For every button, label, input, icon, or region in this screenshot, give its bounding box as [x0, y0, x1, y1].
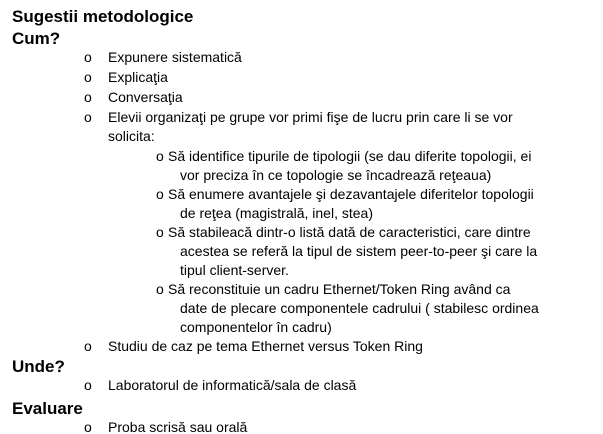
- list-item-line: solicita:: [108, 128, 155, 144]
- sub-list-item-line: acestea se referă la tipul de sistem peer-to-peer şi care la: [180, 243, 538, 259]
- list-item-text: Laboratorul de informatică/sala de clasă: [108, 377, 357, 393]
- list-item-text: Conversaţia: [108, 89, 183, 105]
- heading-cum: Cum?: [12, 29, 61, 48]
- sub-list-item-line: Să identifice tipurile de tipologii (se dau diferite topologii, ei: [168, 148, 532, 164]
- sub-list-item-line: vor preciza în ce topologie se încadrează reţeaua): [180, 167, 492, 183]
- sub-list-item-text: [168, 185, 588, 223]
- sub-list-item-line: de reţea (magistrală, inel, stea): [180, 205, 373, 221]
- sub-list-item-text: [168, 223, 588, 280]
- list-item-text: Proba scrisă sau orală: [108, 419, 248, 434]
- bullet-marker: o: [84, 69, 92, 85]
- list-item-text: [108, 108, 578, 146]
- bullet-marker: o: [156, 148, 164, 164]
- list-item-text: Studiu de caz pe tema Ethernet versus Token Ring: [108, 338, 423, 354]
- sub-list-item-line: date de plecare componentele cadrului ( stabilesc ordinea: [180, 300, 539, 316]
- sub-list-item-line: Să enumere avantajele şi dezavantajele diferitelor topologii: [168, 186, 534, 202]
- list-item-text: Expunere sistematică: [108, 49, 242, 65]
- bullet-marker: o: [84, 338, 92, 354]
- bullet-marker: o: [84, 377, 92, 393]
- sub-list-item-text: [168, 147, 588, 185]
- bullet-marker: o: [84, 89, 92, 105]
- bullet-marker: o: [156, 186, 164, 202]
- bullet-marker: o: [156, 281, 164, 297]
- bullet-marker: o: [84, 109, 92, 125]
- heading-evaluare: Evaluare: [12, 399, 83, 418]
- sub-list-item-line: tipul client-server.: [180, 262, 289, 278]
- bullet-marker: o: [156, 224, 164, 240]
- list-item-text: Explicaţia: [108, 69, 168, 85]
- list-item-line: Elevii organizaţi pe grupe vor primi fişe de lucru prin care li se vor: [108, 109, 513, 125]
- heading-unde: Unde?: [12, 357, 65, 376]
- sub-list-item-line: componentelor în cadru): [180, 319, 332, 335]
- document-title: Sugestii metodologice: [12, 7, 194, 26]
- sub-list-item-line: Să stabileacă dintr-o listă dată de caracteristici, care dintre: [168, 224, 531, 240]
- bullet-marker: o: [84, 49, 92, 65]
- bullet-marker: o: [84, 419, 92, 434]
- sub-list-item-text: [168, 280, 588, 337]
- sub-list-item-line: Să reconstituie un cadru Ethernet/Token Ring având ca: [168, 281, 511, 297]
